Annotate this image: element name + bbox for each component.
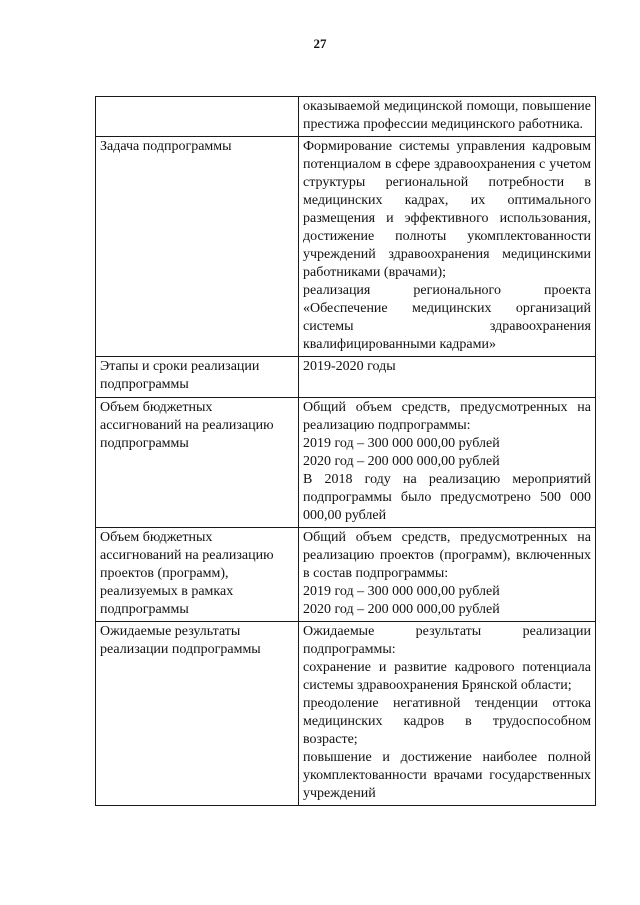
value-paragraph: повышение и достижение наиболее полной укомплектованности врачами государственных учреждений (303, 750, 591, 801)
row-label: Этапы и сроки реализации подпрограммы (96, 357, 299, 398)
value-paragraph: сохранение и развитие кадрового потенциала системы здравоохранения Брянской области; (303, 660, 591, 693)
table-row-expected-results (96, 622, 596, 806)
value-line: 2020 год – 200 000 000,00 рублей (303, 454, 500, 469)
value-paragraph: преодоление негативной тенденции оттока медицинских кадров в трудоспособном возрасте; (303, 696, 591, 747)
row-value (299, 137, 596, 357)
row-value (299, 398, 596, 528)
row-label: Задача подпрограммы (96, 137, 299, 357)
value-paragraph: Общий объем средств, предусмотренных на реализацию проектов (программ), включенных в состав подпрограммы: (303, 530, 591, 581)
value-line: 2019 год – 300 000 000,00 рублей (303, 584, 500, 599)
table-row-budget (96, 398, 596, 528)
row-value (299, 622, 596, 806)
row-value (299, 97, 596, 137)
table-row-task (96, 137, 596, 357)
row-label: Ожидаемые результаты реализации подпрограммы (96, 622, 299, 806)
value-line: 2020 год – 200 000 000,00 рублей (303, 602, 500, 617)
row-label: Объем бюджетных ассигнований на реализацию подпрограммы (96, 398, 299, 528)
value-paragraph: Формирование системы управления кадровым потенциалом в сфере здравоохранения с учетом структуры региональной потребности в медицинских кадрах, их оптимального размещения и эффективного использования, достижение полноты укомплектованности учреждений здравоохранения медицинскими работниками (врачами); (303, 139, 591, 280)
table-row-stages (96, 357, 596, 398)
row-label: Объем бюджетных ассигнований на реализацию проектов (программ), реализуемых в рамках подпрограммы (96, 528, 299, 622)
value-paragraph: оказываемой медицинской помощи, повышение престижа профессии медицинского работника. (303, 99, 591, 132)
page-number: 27 (313, 36, 327, 51)
subprogram-passport-table (95, 96, 596, 806)
row-label (96, 97, 299, 137)
value-line: 2019 год – 300 000 000,00 рублей (303, 436, 500, 451)
value-paragraph: реализация регионального проекта «Обеспечение медицинских организаций системы здравоохранения квалифицированными кадрами» (303, 283, 591, 352)
row-value (299, 528, 596, 622)
value-paragraph: В 2018 году на реализацию мероприятий подпрограммы было предусмотрено 500 000 000,00 рублей (303, 472, 591, 523)
value-paragraph: Ожидаемые результаты реализации подпрограммы: (303, 624, 591, 657)
value-paragraph: 2019-2020 годы (303, 359, 396, 374)
table-row-continuation (96, 97, 596, 137)
row-value (299, 357, 596, 398)
value-paragraph: Общий объем средств, предусмотренных на реализацию подпрограммы: (303, 400, 591, 433)
table-row-projects-budget (96, 528, 596, 622)
